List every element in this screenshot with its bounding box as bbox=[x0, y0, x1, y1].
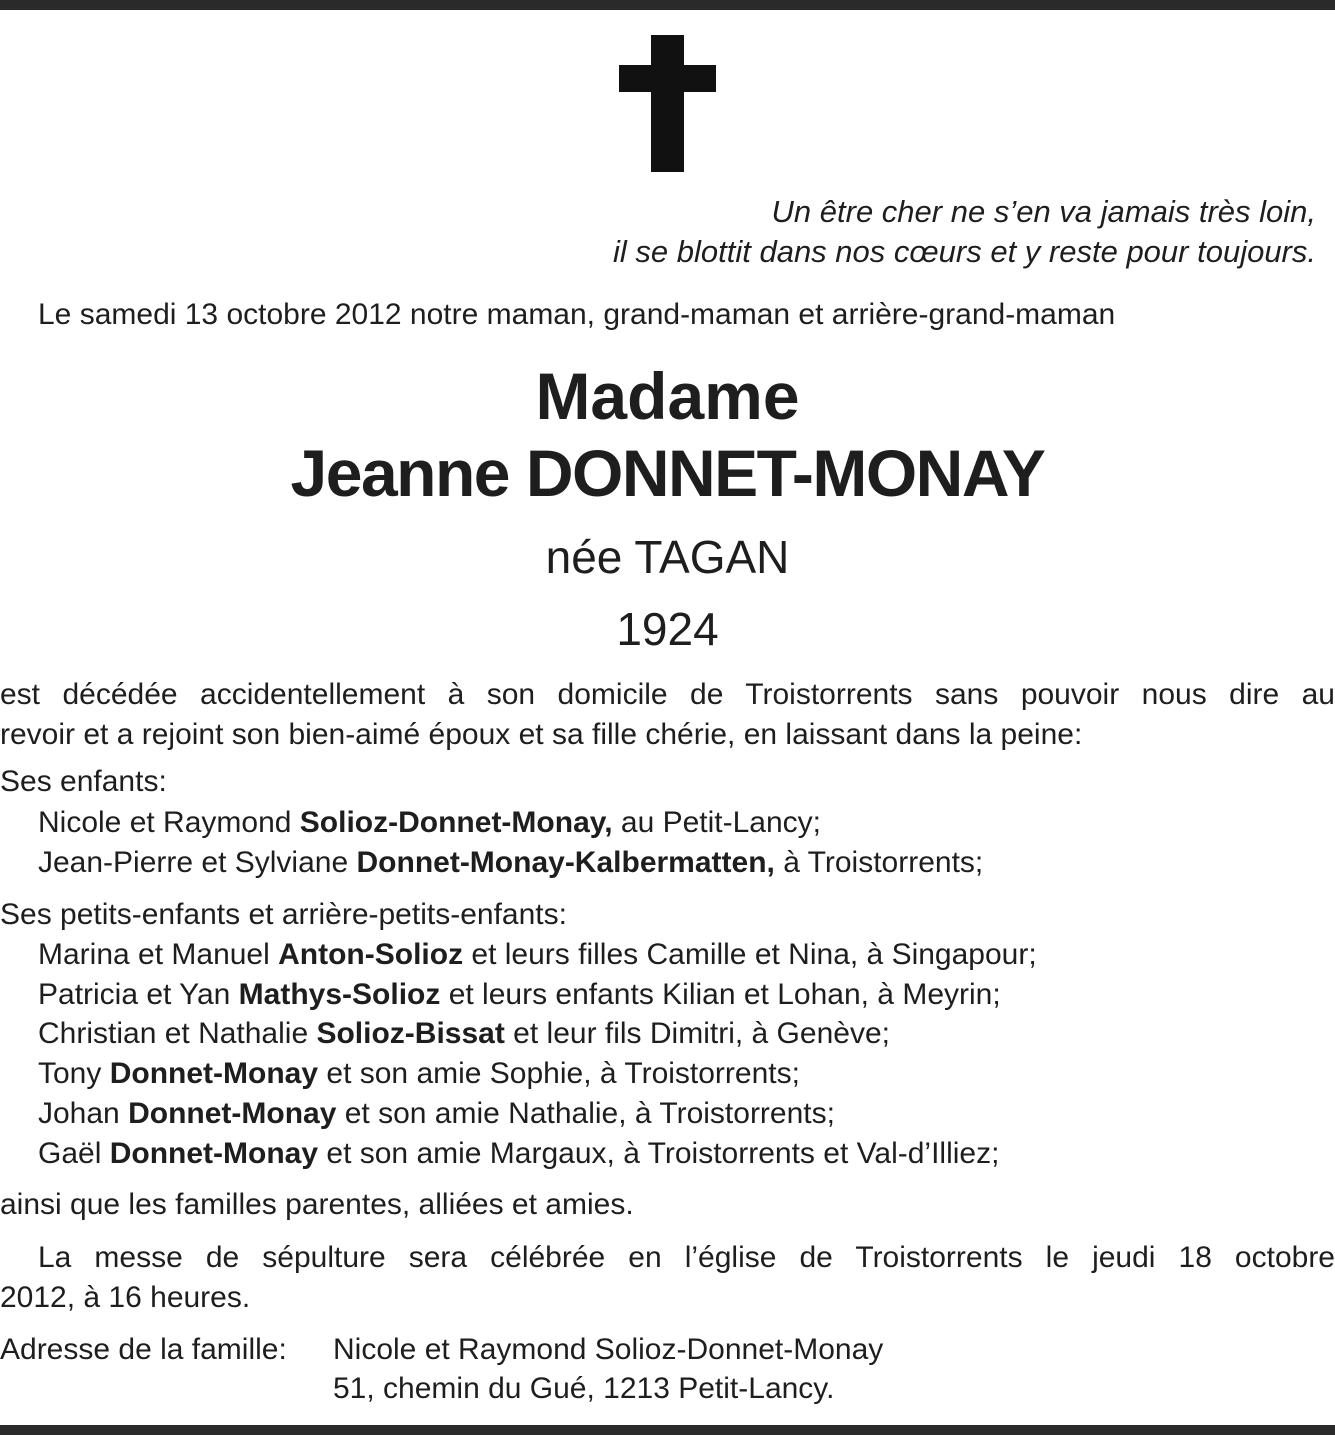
address-line-2: 51, chemin du Gué, 1213 Petit-Lancy. bbox=[333, 1372, 835, 1405]
cross-icon bbox=[619, 35, 716, 172]
address-label: Adresse de la famille: bbox=[0, 1333, 287, 1366]
child-entry: Jean-Pierre et Sylviane Donnet-Monay-Kalbermatten, à Troistorrents; bbox=[38, 846, 984, 879]
grandchild-entry: Gaël Donnet-Monay et son amie Margaux, à Troistorrents et Val-d’Illiez; bbox=[38, 1137, 1000, 1170]
bottom-border-rule bbox=[0, 1425, 1335, 1435]
family-name: Donnet-Monay bbox=[109, 1137, 319, 1170]
top-border-rule bbox=[0, 0, 1335, 10]
grandchild-entry: Christian et Nathalie Solioz-Bissat et leur fils Dimitri, à Genève; bbox=[38, 1017, 890, 1050]
maiden-name: née TAGAN bbox=[545, 531, 790, 583]
birth-year: 1924 bbox=[616, 603, 719, 655]
announcement-line-1: est décédée accidentellement à son domicile de Troistorrents sans pouvoir nous dire au bbox=[0, 678, 1335, 711]
family-name: Solioz-Bissat bbox=[316, 1017, 505, 1050]
children-heading: Ses enfants: bbox=[0, 765, 167, 798]
family-name: Donnet-Monay-Kalbermatten, bbox=[356, 846, 775, 879]
grandchildren-heading: Ses petits-enfants et arrière-petits-enfants: bbox=[0, 898, 567, 931]
grandchild-entry: Patricia et Yan Mathys-Solioz et leurs enfants Kilian et Lohan, à Meyrin; bbox=[38, 978, 1001, 1011]
service-line-2: 2012, à 16 heures. bbox=[0, 1281, 251, 1314]
service-line-1: La messe de sépulture sera célébrée en l’église de Troistorrents le jeudi 18 octobre bbox=[38, 1241, 1335, 1274]
families-line: ainsi que les familles parentes, alliées et amies. bbox=[0, 1188, 634, 1221]
family-name: Solioz-Donnet-Monay, bbox=[299, 806, 613, 839]
grandchild-entry: Johan Donnet-Monay et son amie Nathalie, à Troistorrents; bbox=[38, 1097, 835, 1130]
epigraph-line-2: il se blottit dans nos cœurs et y reste pour toujours. bbox=[613, 234, 1316, 269]
address-line-1: Nicole et Raymond Solioz-Donnet-Monay bbox=[333, 1333, 884, 1366]
epigraph-line-1: Un être cher ne s’en va jamais très loin, bbox=[771, 194, 1316, 229]
family-name: Anton-Solioz bbox=[278, 938, 464, 971]
grandchild-entry: Marina et Manuel Anton-Solioz et leurs filles Camille et Nina, à Singapour; bbox=[38, 938, 1037, 971]
grandchild-entry: Tony Donnet-Monay et son amie Sophie, à Troistorrents; bbox=[38, 1057, 800, 1090]
family-name: Donnet-Monay bbox=[128, 1097, 337, 1130]
child-entry: Nicole et Raymond Solioz-Donnet-Monay, au Petit-Lancy; bbox=[38, 806, 821, 839]
intro-text: Le samedi 13 octobre 2012 notre maman, grand-maman et arrière-grand-maman bbox=[38, 298, 1116, 331]
deceased-title: Madame bbox=[535, 359, 800, 433]
family-name: Donnet-Monay bbox=[109, 1057, 319, 1090]
family-name: Mathys-Solioz bbox=[238, 978, 441, 1011]
deceased-name: Jeanne DONNET-MONAY bbox=[290, 436, 1045, 510]
announcement-line-2: revoir et a rejoint son bien-aimé époux et sa fille chérie, en laissant dans la peine: bbox=[0, 718, 1083, 751]
